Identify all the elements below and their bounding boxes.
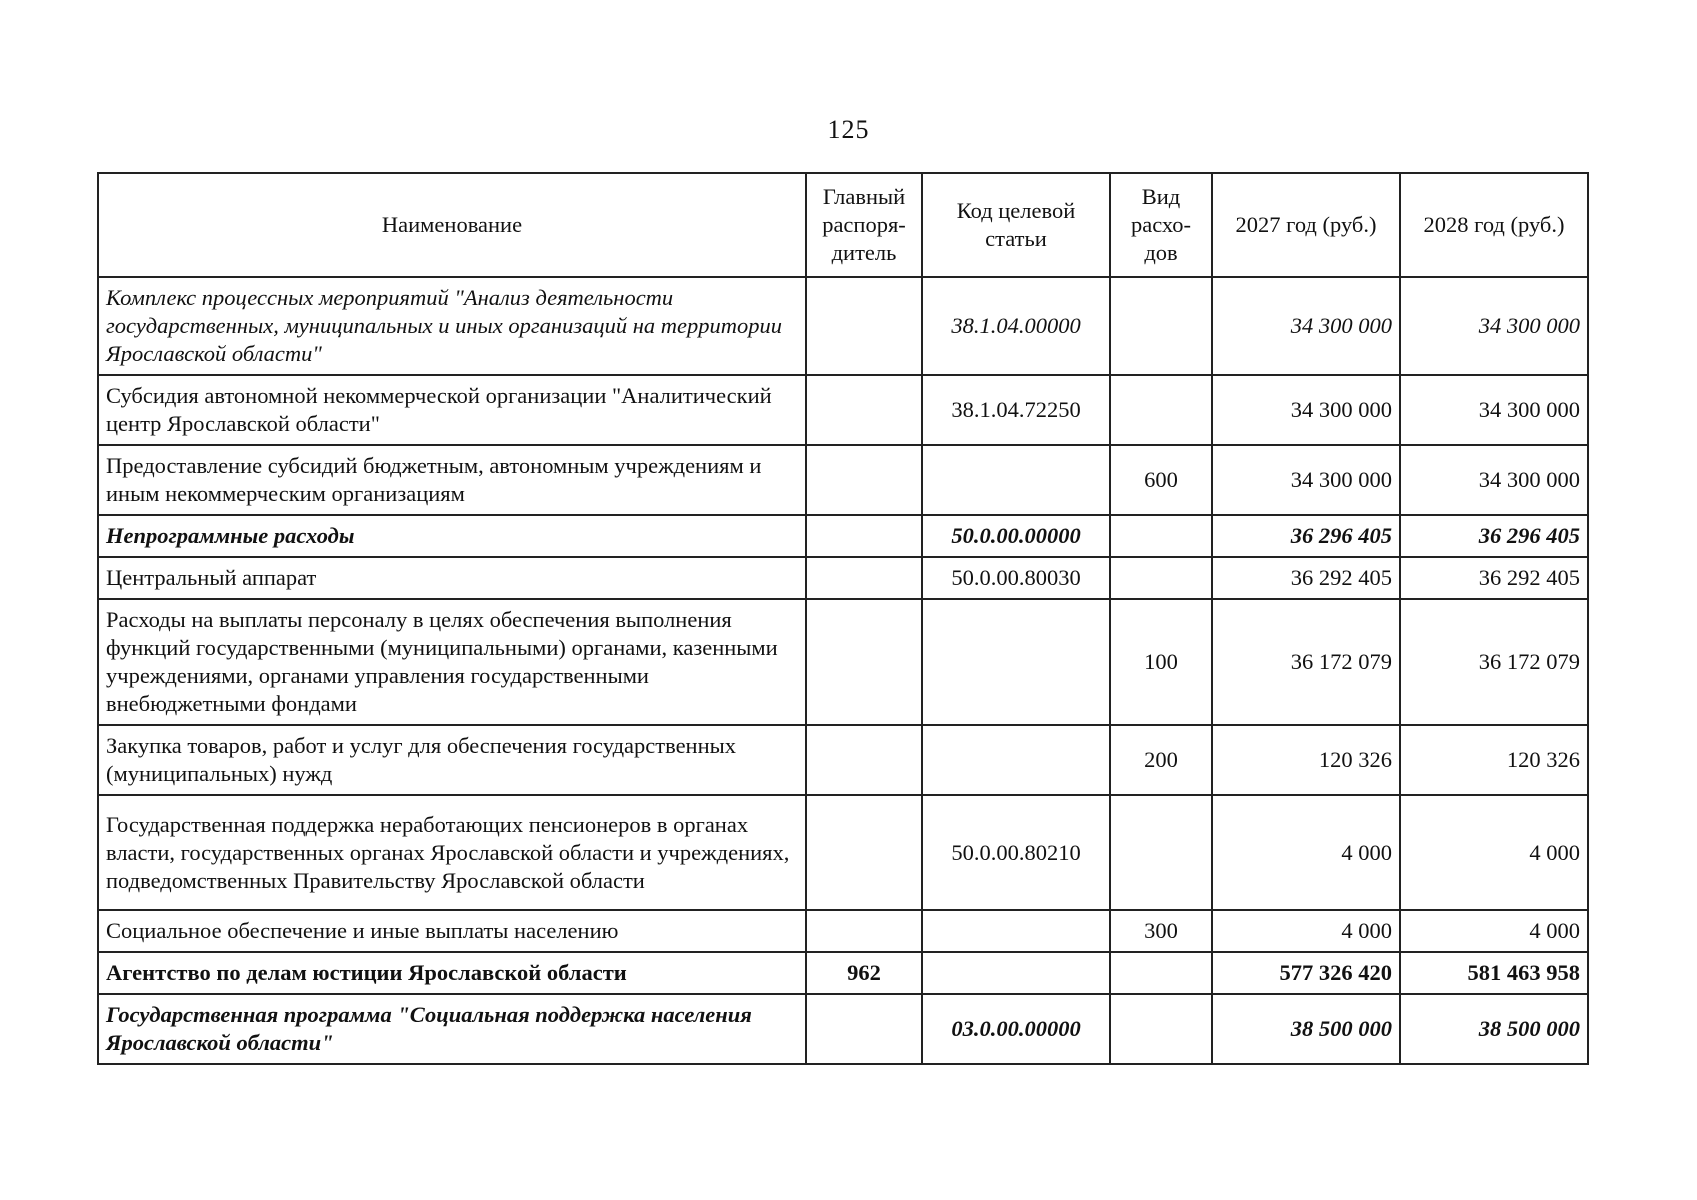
cell-name: Государственная поддержка неработающих пенсионеров в органах власти, государственных органах Ярославской области и учреждениях, подведомственных Правительству Ярославской области <box>98 795 806 910</box>
cell-chief-manager <box>806 725 922 795</box>
cell-expense-type <box>1110 952 1212 994</box>
cell-amount-2027: 577 326 420 <box>1212 952 1400 994</box>
header-chief-manager: Главный распоря-дитель <box>806 173 922 277</box>
cell-expense-type <box>1110 795 1212 910</box>
cell-expense-type: 100 <box>1110 599 1212 725</box>
cell-name: Центральный аппарат <box>98 557 806 599</box>
cell-chief-manager: 962 <box>806 952 922 994</box>
table-row <box>98 725 1588 795</box>
cell-chief-manager <box>806 445 922 515</box>
cell-expense-type: 600 <box>1110 445 1212 515</box>
header-expense-type: Вид расхо-дов <box>1110 173 1212 277</box>
cell-chief-manager <box>806 994 922 1064</box>
table-row <box>98 515 1588 557</box>
cell-name: Закупка товаров, работ и услуг для обеспечения государственных (муниципальных) нужд <box>98 725 806 795</box>
cell-amount-2028: 36 172 079 <box>1400 599 1588 725</box>
table-row <box>98 910 1588 952</box>
cell-name: Комплекс процессных мероприятий "Анализ деятельности государственных, муниципальных и иных организаций на территории Ярославской области" <box>98 277 806 375</box>
cell-chief-manager <box>806 557 922 599</box>
cell-amount-2028: 34 300 000 <box>1400 375 1588 445</box>
cell-amount-2028: 36 292 405 <box>1400 557 1588 599</box>
table-row <box>98 445 1588 515</box>
cell-amount-2028: 34 300 000 <box>1400 277 1588 375</box>
cell-chief-manager <box>806 910 922 952</box>
cell-name: Субсидия автономной некоммерческой организации "Аналитический центр Ярославской области" <box>98 375 806 445</box>
table-row <box>98 952 1588 994</box>
cell-expense-type: 300 <box>1110 910 1212 952</box>
budget-table <box>97 172 1589 1065</box>
cell-target-code <box>922 910 1110 952</box>
cell-amount-2028: 36 296 405 <box>1400 515 1588 557</box>
cell-expense-type: 200 <box>1110 725 1212 795</box>
table-row <box>98 795 1588 910</box>
cell-expense-type <box>1110 557 1212 599</box>
cell-name: Предоставление субсидий бюджетным, автономным учреждениям и иным некоммерческим организациям <box>98 445 806 515</box>
cell-amount-2027: 34 300 000 <box>1212 375 1400 445</box>
cell-amount-2028: 120 326 <box>1400 725 1588 795</box>
cell-amount-2027: 4 000 <box>1212 910 1400 952</box>
header-target-code: Код целевой статьи <box>922 173 1110 277</box>
cell-chief-manager <box>806 375 922 445</box>
table-row <box>98 375 1588 445</box>
header-year-2027: 2027 год (руб.) <box>1212 173 1400 277</box>
cell-name: Непрограммные расходы <box>98 515 806 557</box>
cell-amount-2027: 120 326 <box>1212 725 1400 795</box>
cell-chief-manager <box>806 599 922 725</box>
cell-amount-2027: 36 296 405 <box>1212 515 1400 557</box>
cell-amount-2028: 34 300 000 <box>1400 445 1588 515</box>
table-row <box>98 277 1588 375</box>
cell-target-code <box>922 445 1110 515</box>
cell-expense-type <box>1110 375 1212 445</box>
cell-amount-2027: 36 172 079 <box>1212 599 1400 725</box>
cell-chief-manager <box>806 515 922 557</box>
cell-amount-2028: 581 463 958 <box>1400 952 1588 994</box>
cell-target-code: 50.0.00.80030 <box>922 557 1110 599</box>
cell-expense-type <box>1110 994 1212 1064</box>
cell-amount-2027: 34 300 000 <box>1212 277 1400 375</box>
cell-target-code: 50.0.00.80210 <box>922 795 1110 910</box>
cell-chief-manager <box>806 277 922 375</box>
cell-name: Государственная программа "Социальная поддержка населения Ярославской области" <box>98 994 806 1064</box>
cell-target-code <box>922 725 1110 795</box>
cell-target-code: 38.1.04.00000 <box>922 277 1110 375</box>
cell-target-code: 50.0.00.00000 <box>922 515 1110 557</box>
cell-expense-type <box>1110 277 1212 375</box>
table-row <box>98 599 1588 725</box>
cell-name: Агентство по делам юстиции Ярославской области <box>98 952 806 994</box>
cell-target-code <box>922 952 1110 994</box>
header-name: Наименование <box>98 173 806 277</box>
cell-amount-2028: 4 000 <box>1400 795 1588 910</box>
table-row <box>98 994 1588 1064</box>
cell-target-code <box>922 599 1110 725</box>
cell-amount-2028: 4 000 <box>1400 910 1588 952</box>
cell-amount-2028: 38 500 000 <box>1400 994 1588 1064</box>
cell-expense-type <box>1110 515 1212 557</box>
page-number: 125 <box>827 115 870 144</box>
cell-chief-manager <box>806 795 922 910</box>
cell-amount-2027: 38 500 000 <box>1212 994 1400 1064</box>
cell-name: Расходы на выплаты персоналу в целях обеспечения выполнения функций государственными (муниципальными) органами, казенными учреждениями, органами управления государственными внебюджетными фондами <box>98 599 806 725</box>
header-year-2028: 2028 год (руб.) <box>1400 173 1588 277</box>
cell-target-code: 03.0.00.00000 <box>922 994 1110 1064</box>
table-header-row <box>98 173 1588 277</box>
cell-amount-2027: 34 300 000 <box>1212 445 1400 515</box>
table-row <box>98 557 1588 599</box>
cell-target-code: 38.1.04.72250 <box>922 375 1110 445</box>
cell-amount-2027: 4 000 <box>1212 795 1400 910</box>
cell-amount-2027: 36 292 405 <box>1212 557 1400 599</box>
cell-name: Социальное обеспечение и иные выплаты населению <box>98 910 806 952</box>
